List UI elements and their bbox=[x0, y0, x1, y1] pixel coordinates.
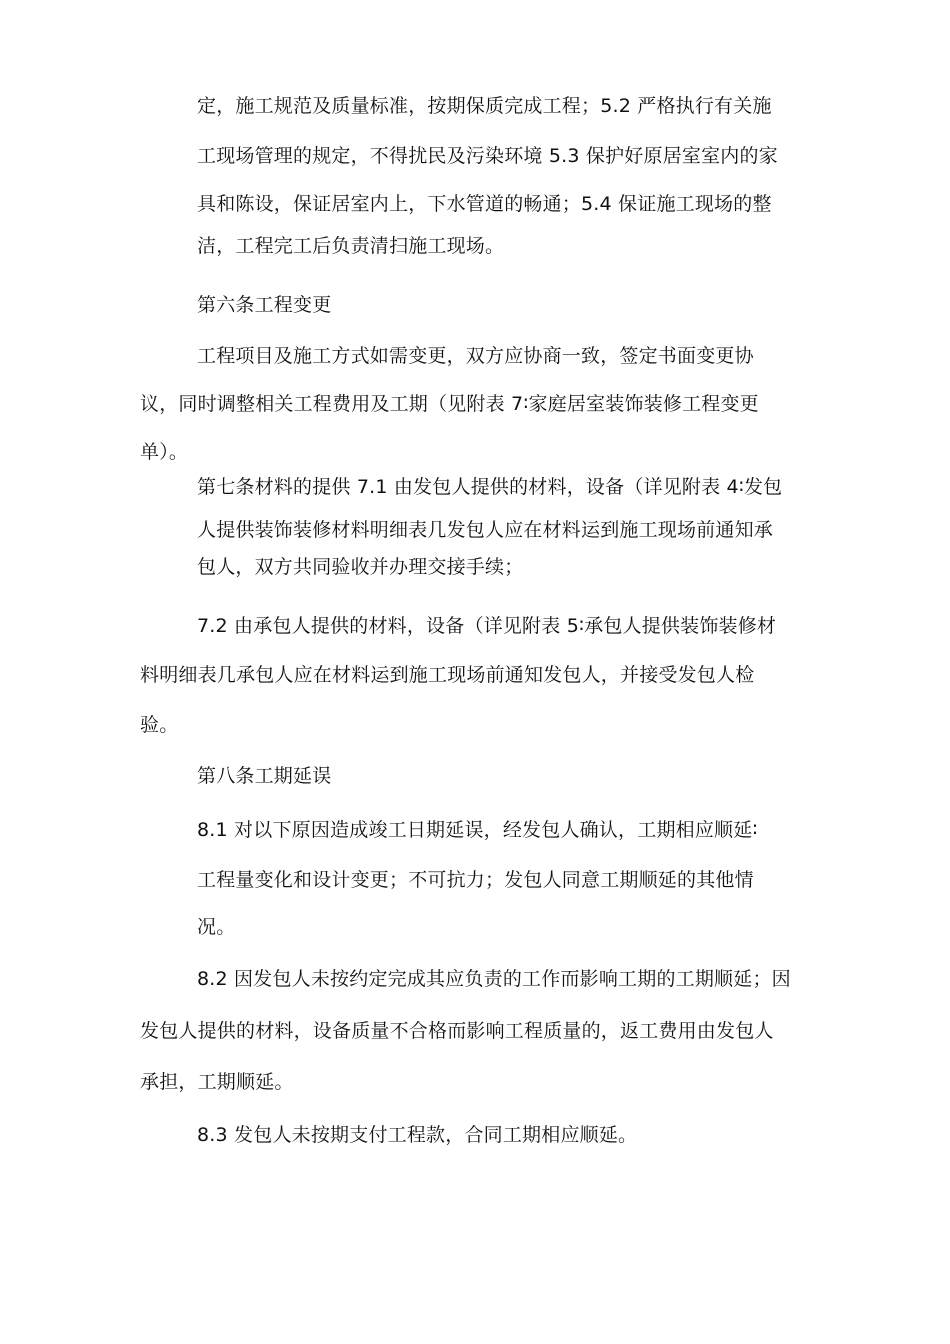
text-line: 包人，双方共同验收并办理交接手续； bbox=[197, 556, 524, 578]
section-heading: 第七条材料的提供 7.1 由发包人提供的材料，设备（详见附表 4∶发包 bbox=[197, 476, 783, 498]
text-line: 洁，工程完工后负责清扫施工现场。 bbox=[197, 235, 505, 257]
text-line: 工程项目及施工方式如需变更，双方应协商一致，签定书面变更协 bbox=[197, 345, 754, 367]
text-line: 料明细表几承包人应在材料运到施工现场前通知发包人，并接受发包人检 bbox=[140, 664, 755, 686]
text-line: 况。 bbox=[197, 916, 236, 938]
text-line: 具和陈设，保证居室内上，下水管道的畅通；5.4 保证施工现场的整 bbox=[197, 193, 772, 215]
text-line: 定，施工规范及质量标准，按期保质完成工程；5.2 严格执行有关施 bbox=[197, 95, 772, 117]
text-line: 人提供装饰装修材料明细表几发包人应在材料运到施工现场前通知承 bbox=[197, 519, 774, 541]
text-line: 7.2 由承包人提供的材料，设备（详见附表 5∶承包人提供装饰装修材 bbox=[197, 615, 777, 637]
text-line: 工现场管理的规定，不得扰民及污染环境 5.3 保护好原居室室内的家 bbox=[197, 145, 778, 167]
text-line: 单）。 bbox=[140, 441, 189, 463]
text-line: 8.1 对以下原因造成竣工日期延误，经发包人确认，工期相应顺延∶ bbox=[197, 819, 758, 841]
text-line: 发包人提供的材料，设备质量不合格而影响工程质量的，返工费用由发包人 bbox=[140, 1020, 774, 1042]
text-line: 承担，工期顺延。 bbox=[140, 1071, 294, 1093]
text-line: 议，同时调整相关工程费用及工期（见附表 7∶家庭居室装饰装修工程变更 bbox=[140, 393, 759, 415]
text-line: 8.3 发包人未按期支付工程款，合同工期相应顺延。 bbox=[197, 1124, 638, 1146]
text-line: 验。 bbox=[140, 714, 179, 736]
text-line: 8.2 因发包人未按约定完成其应负责的工作而影响工期的工期顺延；因 bbox=[197, 968, 791, 990]
section-heading: 第六条工程变更 bbox=[197, 294, 332, 316]
text-line: 工程量变化和设计变更；不可抗力；发包人同意工期顺延的其他情 bbox=[197, 869, 754, 891]
section-heading: 第八条工期延误 bbox=[197, 765, 332, 787]
